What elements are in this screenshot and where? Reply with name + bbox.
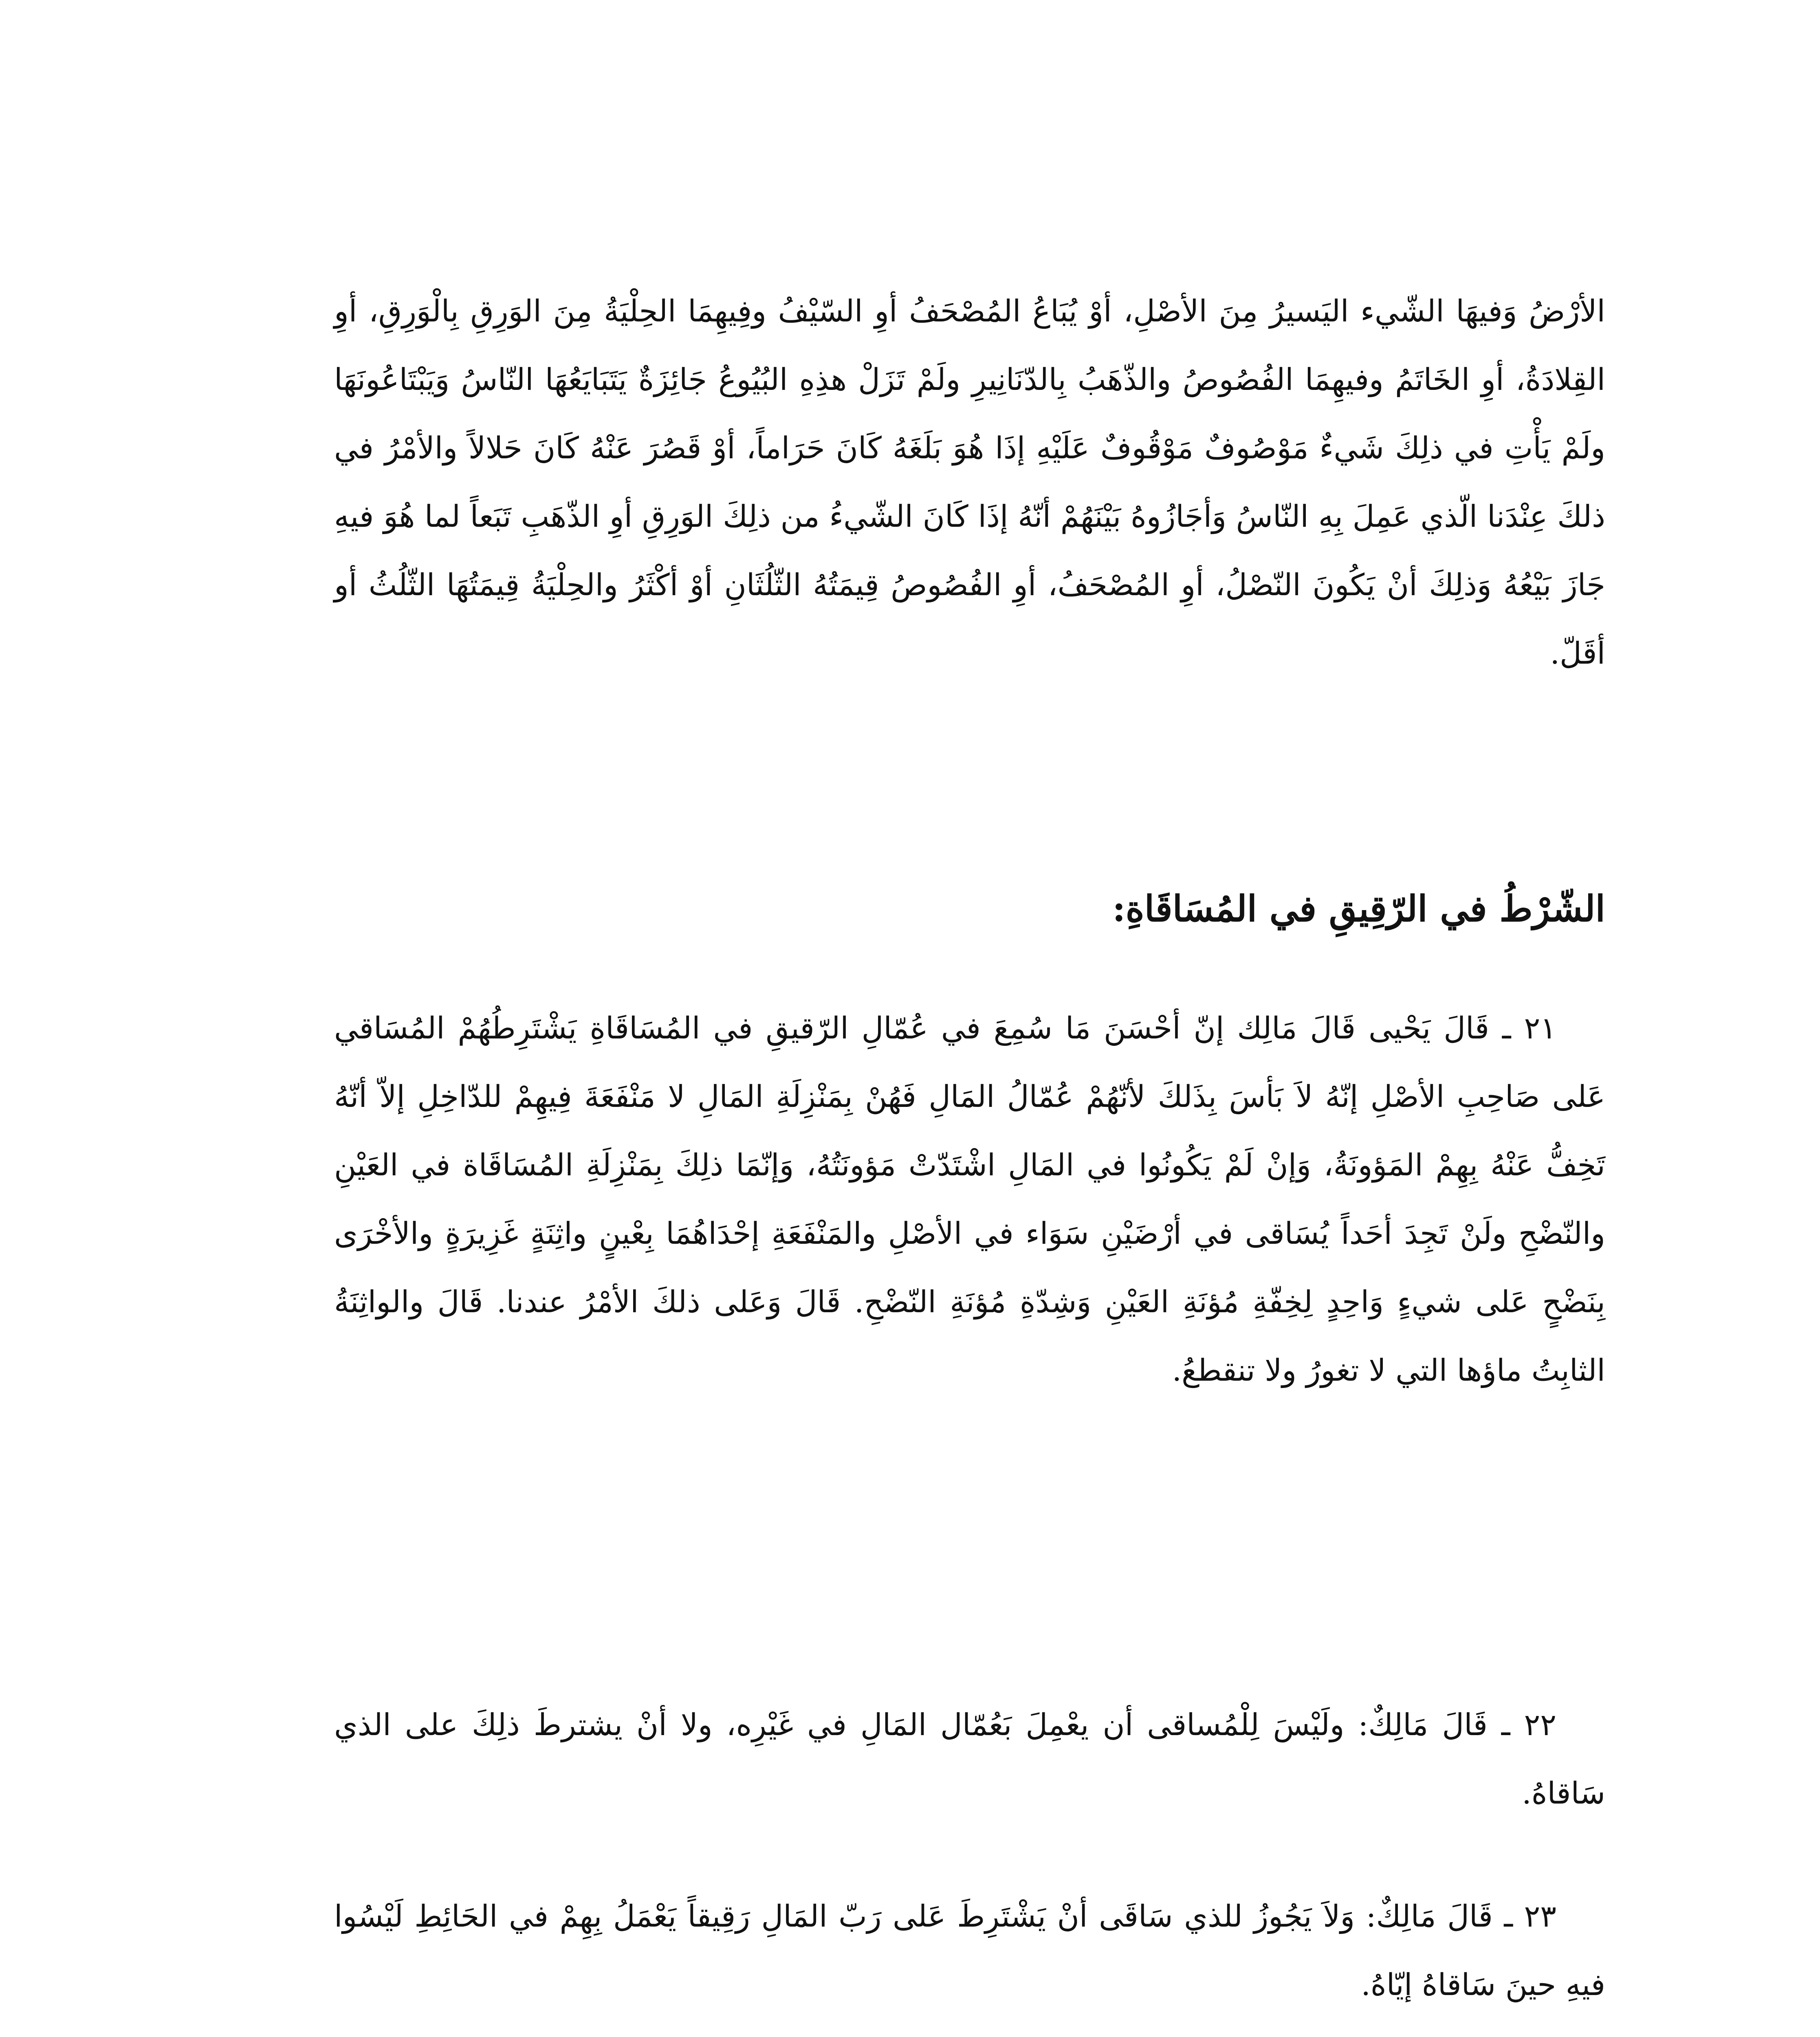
- paragraph-continuation: الأرْضُ وَفيهَا الشّيء اليَسيرُ مِنَ الأصْلِ، أوْ يُبَاعُ المُصْحَفُ أوِ السّيْفُ وفِيهِمَا الحِلْيَةُ مِنَ الوَرِقِ بِالْوَرِقِ، أوِ القِلادَةُ، أوِ الخَاتَمُ وفيهِمَا الفُصُوصُ والذّهَبُ بِالدّنَانِيرِ ولَمْ تَزَلْ هذِهِ البُيُوعُ جَائِزَةٌ يَتَبَايَعُهَا النّاسُ وَيَبْتَاعُونَهَا ولَمْ يَأْتِ في ذلِكَ شَيءٌ مَوْصُوفٌ مَوْقُوفٌ عَلَيْهِ إذَا هُوَ بَلَغَهُ كَانَ حَرَاماً، أوْ قَصُرَ عَنْهُ كَانَ حَلالاً والأمْرُ في ذلكَ عِنْدَنا الّذي عَمِلَ بِهِ النّاسُ وَأجَازُوهُ بَيْنَهُمْ أنّهُ إذَا كَانَ الشّيءُ من ذلِكَ الوَرِقِ أوِ الذّهَبِ تَبَعاً لما هُوَ فيهِ جَازَ بَيْعُهُ وَذلِكَ أنْ يَكُونَ النّصْلُ، أوِ المُصْحَفُ، أوِ الفُصُوصُ قِيمَتُهُ الثّلُثَانِ أوْ أكْثَرُ والحِلْيَةُ قِيمَتُهَا الثّلُثُ أو أقَلّ.: [334, 294, 1605, 671]
- paragraph-22: ٢٢ ـ قَالَ مَالِكٌ: ولَيْسَ لِلْمُساقى أن يعْمِلَ بَعُمّال المَالِ في غَيْرِه، ولا أنْ يشترطَ ذلِكَ على الذي سَاقاهُ.: [334, 1707, 1605, 1811]
- paragraph-21: ٢١ ـ قَالَ يَحْيى قَالَ مَالِك إنّ أحْسَنَ مَا سُمِعَ في عُمّالِ الرّقيقِ في المُسَاقَاةِ يَشْتَرِطُهُمْ المُسَاقي عَلى صَاحِبِ الأصْلِ إنّهُ لاَ بَأسَ بِذَلكَ لأنّهُمْ عُمّالُ المَالِ فَهُنْ بِمَنْزِلَةِ المَالِ لا مَنْفَعَةَ فِيهِمْ للدّاخِلِ إلاّ أنّهُ تَخِفُّ عَنْهُ بِهِمْ المَؤونَةُ، وَإنْ لَمْ يَكُونُوا في المَالِ اشْتَدّتْ مَؤونَتُهُ، وَإنّمَا ذلِكَ بِمَنْزِلَةِ المُسَاقَاة في العَيْنِ والنّضْحِ ولَنْ تَجِدَ أحَداً يُسَاقى في أرْضَيْنِ سَوَاء في الأصْلِ والمَنْفَعَةِ إحْدَاهُمَا بِعْينٍ واثِنَةٍ غَزِيرَةٍ والأخْرَى بِنَضْحٍ عَلى شيءٍ وَاحِدٍ لِخِفّةِ مُؤنَةِ العَيْنِ وَشِدّةِ مُؤنَةِ النّضْحِ. قَالَ وَعَلى ذلكَ الأمْرُ عندنا. قَالَ والواثِنَةُ الثابِتُ ماؤها التي لا تغورُ ولا تنقطعُ.: [334, 1011, 1605, 1388]
- paragraph-23: ٢٣ ـ قَالَ مَالِكٌ: وَلاَ يَجُوزُ للذي سَاقَى أنْ يَشْتَرِطَ عَلى رَبّ المَالِ رَقِيقاً يَعْمَلُ بِهِمْ في الحَائِطِ لَيْسُوا فيهِ حينَ سَاقاهُ إيّاهُ.: [334, 1899, 1605, 2002]
- section-heading: الشّرْطُ في الرّقِيقِ في المُسَاقَاةِ:: [1112, 887, 1605, 930]
